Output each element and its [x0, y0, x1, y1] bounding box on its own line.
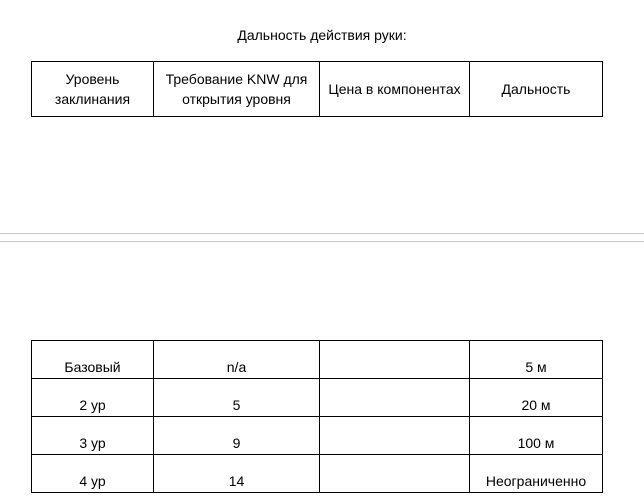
header-cell-component-cost: Цена в компонентах [320, 62, 470, 117]
table-cell: Неограниченно [470, 455, 603, 493]
table-cell: 4 ур [32, 455, 154, 493]
table-row [32, 341, 603, 379]
table-cell: n/a [154, 341, 320, 379]
table-cell: 9 [154, 417, 320, 455]
table-header-row [32, 62, 603, 117]
table-cell: 14 [154, 455, 320, 493]
range-table-header [31, 61, 603, 117]
table-cell [320, 379, 470, 417]
table-cell: 100 м [470, 417, 603, 455]
table-cell: 2 ур [32, 379, 154, 417]
table-cell: 3 ур [32, 417, 154, 455]
page-break-divider [0, 233, 644, 234]
table-row [32, 379, 603, 417]
page-break-divider [0, 241, 644, 242]
table-cell: Базовый [32, 341, 154, 379]
table-row [32, 455, 603, 493]
document-title: Дальность действия руки: [237, 27, 407, 43]
table-cell: 5 [154, 379, 320, 417]
header-cell-knw-requirement: Требование KNW для открытия уровня [154, 62, 320, 117]
range-table-body [31, 340, 603, 493]
table-cell [320, 417, 470, 455]
table-cell [320, 455, 470, 493]
table-row [32, 417, 603, 455]
header-cell-spell-level: Уровень заклинания [32, 62, 154, 117]
table-cell [320, 341, 470, 379]
header-cell-range: Дальность [470, 62, 603, 117]
table-cell: 20 м [470, 379, 603, 417]
table-cell: 5 м [470, 341, 603, 379]
